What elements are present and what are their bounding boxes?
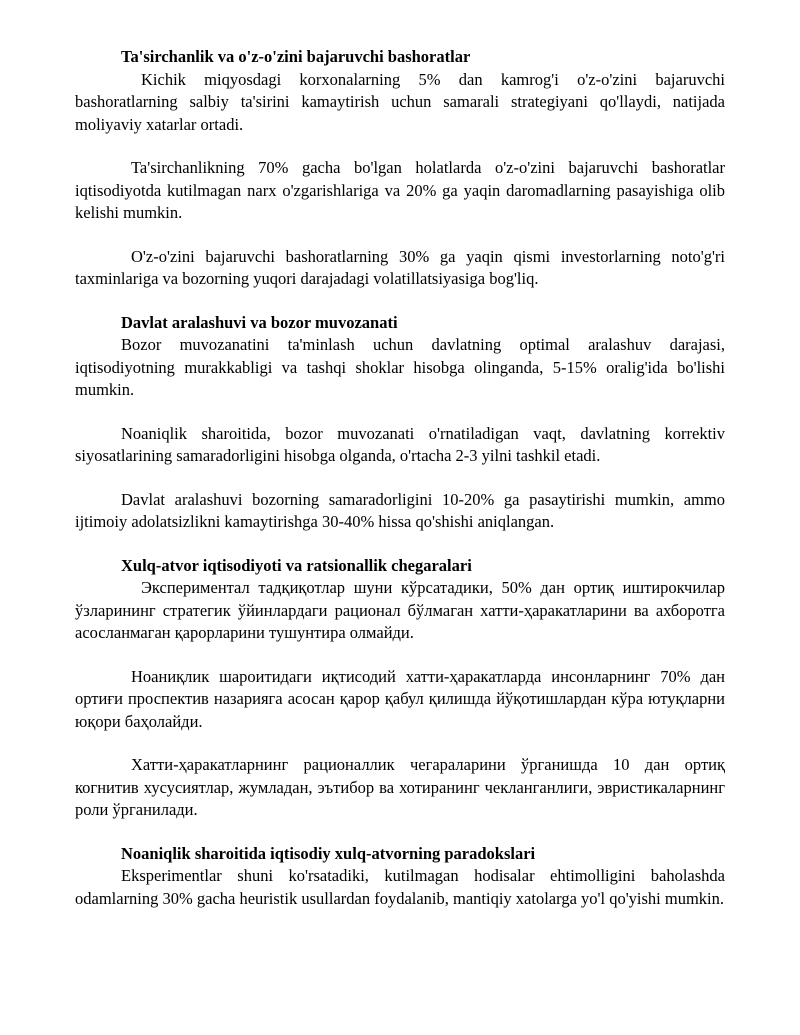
section-state-intervention [75,312,725,534]
paragraph: Хатти-ҳаракатларнинг рационаллик чегараларини ўрганишда 10 дан ортиқ когнитив хусусиятлар, жумладан, эътибор ва хотиранинг чекланганлиги, эвристикаларнинг роли ўрганилади. [75,755,725,819]
paragraph: Noaniqlik sharoitida, bozor muvozanati o'rnatiladigan vaqt, davlatning korrektiv siyosatlarining samaradorligini hisobga olganda, o'rtacha 2-3 yilni tashkil etadi. [75,423,725,465]
section-paradoxes [75,843,725,911]
document-page [75,46,725,910]
section-heading: Ta'sirchanlik va o'z-o'zini bajaruvchi bashoratlar [121,47,471,66]
section-heading: Noaniqlik sharoitida iqtisodiy xulq-atvorning paradokslari [121,843,536,863]
section-self-fulfilling-prophecies [75,46,725,291]
paragraph: Eksperimentlar shuni ko'rsatadiki, kutilmagan hodisalar ehtimolligini baholashda odamlarning 30% gacha heuristik usullardan foydalanib, mantiqiy xatolarga yo'l qo'yishi mumkin. [75,866,725,908]
paragraph: Davlat aralashuvi bozorning samaradorligini 10-20% ga pasaytirishi mumkin, ammo ijtimoiy adolatsizlikni kamaytirishga 30-40% hissa qo'shishi aniqlangan. [75,489,725,531]
section-heading: Davlat aralashuvi va bozor muvozanati [121,312,398,332]
paragraph: Экспериментал тадқиқотлар шуни кўрсатадики, 50% дан ортиқ иштирокчилар ўзларининг стратегик ўйинлардаги рационал бўлмаган хатти-ҳаракатларини ва ахборотга асосланмаган қарорларини тушунтира олмайди. [75,578,725,642]
paragraph: Kichik miqyosdagi korxonalarning 5% dan kamrog'i o'z-o'zini bajaruvchi bashoratlarning salbiy ta'sirini kamaytirish uchun samarali strategiyani qo'llaydi, natijada moliyaviy xatarlar ortadi. [75,69,725,134]
paragraph: Ноаниқлик шароитидаги иқтисодий хатти-ҳаракатларда инсонларнинг 70% дан ортиғи проспектив назарияга асосан қарор қабул қилишда йўқотишлардан кўра ютуқларни юқори баҳолайди. [75,666,725,731]
paragraph: Bozor muvozanatini ta'minlash uchun davlatning optimal aralashuv darajasi, iqtisodiyotning murakkabligi va tashqi shoklar hisobga olinganda, 5-15% oralig'ida bo'lishi mumkin. [75,335,725,399]
section-behavioral-economics [75,555,725,822]
section-heading: Xulq-atvor iqtisodiyoti va ratsionallik chegaralari [121,555,472,575]
paragraph: O'z-o'zini bajaruvchi bashoratlarning 30% ga yaqin qismi investorlarning noto'g'ri taxminlariga va bozorning yuqori darajadagi volatillatsiyasiga bog'liq. [75,246,725,288]
paragraph: Ta'sirchanlikning 70% gacha bo'lgan holatlarda o'z-o'zini bajaruvchi bashoratlar iqtisodiyotda kutilmagan narx o'zgarishlariga va 20% ga yaqin daromadlarning pasayishiga olib kelishi mumkin. [75,158,725,222]
